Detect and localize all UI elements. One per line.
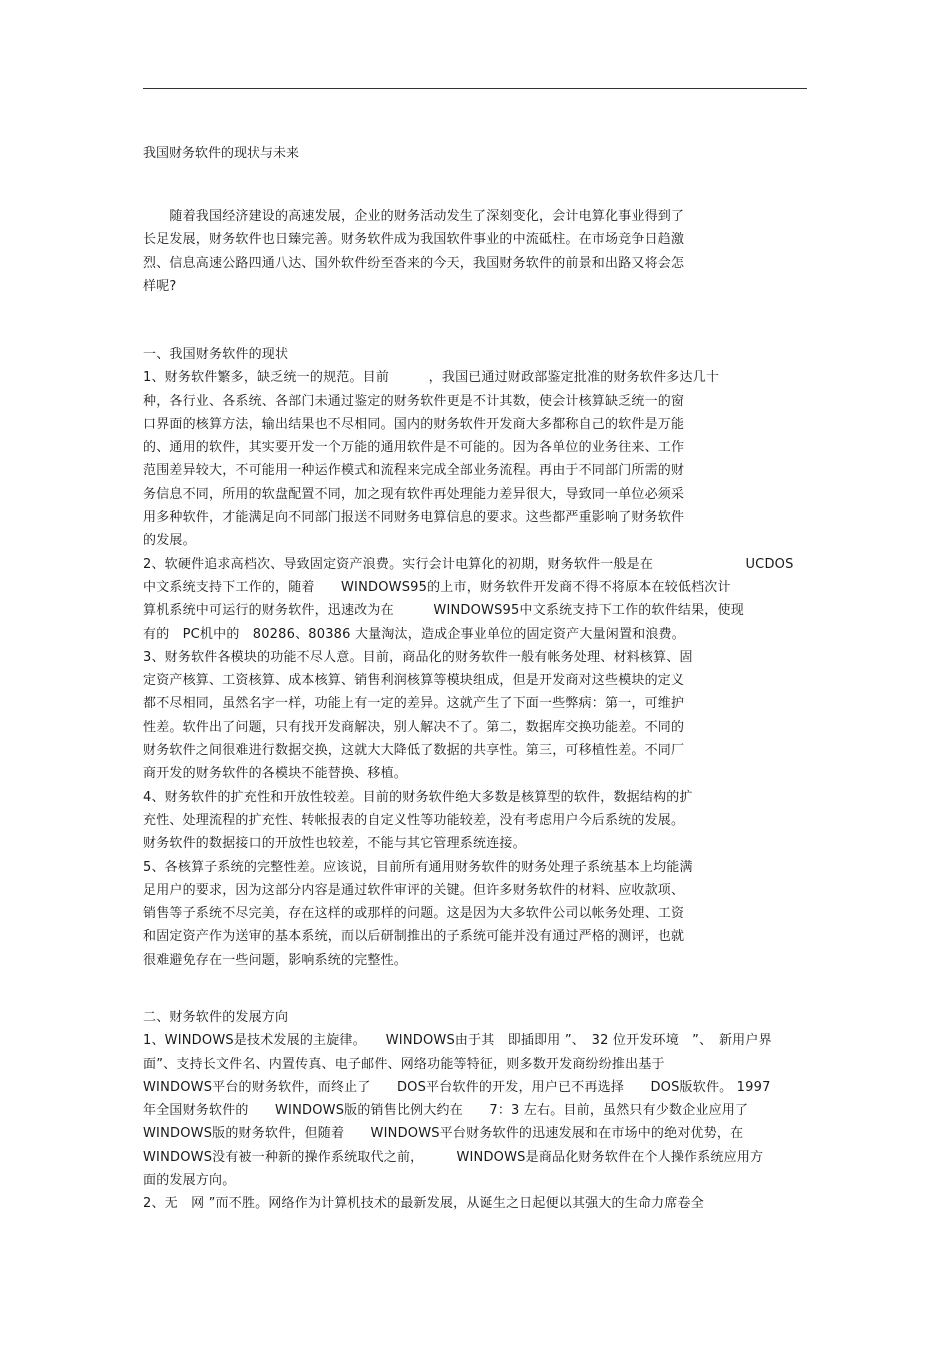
text-line: WINDOWS平台的财务软件，而终止了 DOS平台软件的开发，用户已不再选择 DOS版软件。 1997 [143,1079,771,1095]
text-line: 口界面的核算方法，输出结果也不尽相同。国内的财务软件开发商大多都称自己的软件是万能 [143,416,685,432]
text-line: WINDOWS版的财务软件，但随着 WINDOWS平台财务软件的迅速发展和在市场中的绝对优势，在 [143,1126,744,1142]
text-line: 的、通用的软件，其实要开发一个万能的通用软件是不可能的。因为各单位的业务往来、工作 [143,440,685,456]
text-line: 1、财务软件繁多，缺乏统一的规范。目前 ，我国已通过财政部鉴定批准的财务软件多达几十 [143,370,720,386]
text-line: 财务软件的数据接口的开放性也较差，不能与其它管理系统连接。 [143,836,526,852]
intro-paragraph [143,205,783,298]
text-line: 面的发展方向。 [143,1173,236,1189]
document-title: 我国财务软件的现状与未来 [143,146,300,161]
section-heading: 一、我国财务软件的现状 [143,347,289,362]
text-line: 年全国财务软件的 WINDOWS版的销售比例大约在 7：3 左右。目前，虽然只有少数企业应用了 [143,1103,749,1119]
text-line: 1、WINDOWS是技术发展的主旋律。 WINDOWS由于其 即插即用 ”、 32 位开发环境 ”、 新用户界 [143,1033,772,1049]
text-line: 烈、信息高速公路四通八达、国外软件纷至沓来的今天，我国财务软件的前景和出路又将会怎 [143,255,685,271]
text-line: 中文系统支持下工作的，随着 WINDOWS95的上市，财务软件开发商不得不将原本在较低档次计 [143,579,731,595]
text-line: 随着我国经济建设的高速发展，企业的财务活动发生了深刻变化，会计电算化事业得到了 [143,209,685,224]
text-line: 2、无 网 ”而不胜。网络作为计算机技术的最新发展，从诞生之日起便以其强大的生命力席卷全 [143,1196,704,1212]
text-line: 很难避免存在一些问题，影响系统的完整性。 [143,952,408,968]
text-line: 面”、支持长文件名、内置传真、电子邮件、网络功能等特征，则多数开发商纷纷推出基于 [143,1056,665,1072]
text-line: 务信息不同，所用的软盘配置不同，加之现有软件再处理能力差异很大，导致同一单位必须采 [143,486,685,502]
section-heading: 二、财务软件的发展方向 [143,1010,289,1025]
section-current-status [143,343,794,972]
text-line: 算机系统中可运行的财务软件，迅速改为在 WINDOWS95中文系统支持下工作的软件结果，使现 [143,603,744,619]
text-line: 范围差异较大，不可能用一种运作模式和流程来完成全部业务流程。再由于不同部门所需的财 [143,463,685,479]
section-development-direction [143,1006,783,1216]
text-line: 商开发的财务软件的各模块不能替换、移植。 [143,766,408,782]
text-line: 销售等子系统不尽完美，存在这样的或那样的问题。这是因为大多软件公司以帐务处理、工资 [143,906,685,922]
text-line: 充性、处理流程的扩充性、转帐报表的自定义性等功能较差，没有考虑用户今后系统的发展。 [143,812,685,828]
text-line: WINDOWS没有被一种新的操作系统取代之前， WINDOWS是商品化财务软件在个人操作系统应用方 [143,1149,764,1165]
text-line: 和固定资产作为送审的基本系统，而以后研制推出的子系统可能并没有通过严格的测评，也就 [143,929,685,945]
text-line: 有的 PC机中的 80286、80386 大量淘汰，造成企事业单位的固定资产大量闲置和浪费。 [143,626,685,642]
text-line: 长足发展，财务软件也日臻完善。财务软件成为我国软件事业的中流砥柱。在市场竞争日趋激 [143,232,685,248]
text-line: 都不尽相同，虽然名字一样，功能上有一定的差异。这就产生了下面一些弊病：第一，可维护 [143,696,685,712]
text-line: 足用户的要求，因为这部分内容是通过软件审评的关键。但许多财务软件的材料、应收款项、 [143,882,685,898]
text-line: 2、软硬件追求高档次、导致固定资产浪费。实行会计电算化的初期，财务软件一般是在 UCDOS [143,556,794,572]
header-rule [143,88,807,89]
text-line: 5、各核算子系统的完整性差。应该说，目前所有通用财务软件的财务处理子系统基本上均能满 [143,859,693,875]
text-line: 3、财务软件各模块的功能不尽人意。目前，商品化的财务软件一般有帐务处理、材料核算、固 [143,649,693,665]
text-line: 性差。软件出了问题，只有找开发商解决，别人解决不了。第二，数据库交换功能差。不同的 [143,719,685,735]
text-line: 的发展。 [143,533,196,549]
text-line: 财务软件之间很难进行数据交换，这就大大降低了数据的共享性。第三，可移植性差。不同厂 [143,743,685,759]
text-line: 用多种软件，才能满足向不同部门报送不同财务电算信息的要求。这些都严重影响了财务软件 [143,510,685,526]
text-line: 4、财务软件的扩充性和开放性较差。目前的财务软件绝大多数是核算型的软件，数据结构的扩 [143,789,693,805]
text-line: 样呢? [143,278,177,294]
text-line: 种，各行业、各系统、各部门未通过鉴定的财务软件更是不计其数，使会计核算缺乏统一的窗 [143,393,685,409]
text-line: 定资产核算、工资核算、成本核算、销售利润核算等模块组成，但是开发商对这些模块的定义 [143,673,685,689]
